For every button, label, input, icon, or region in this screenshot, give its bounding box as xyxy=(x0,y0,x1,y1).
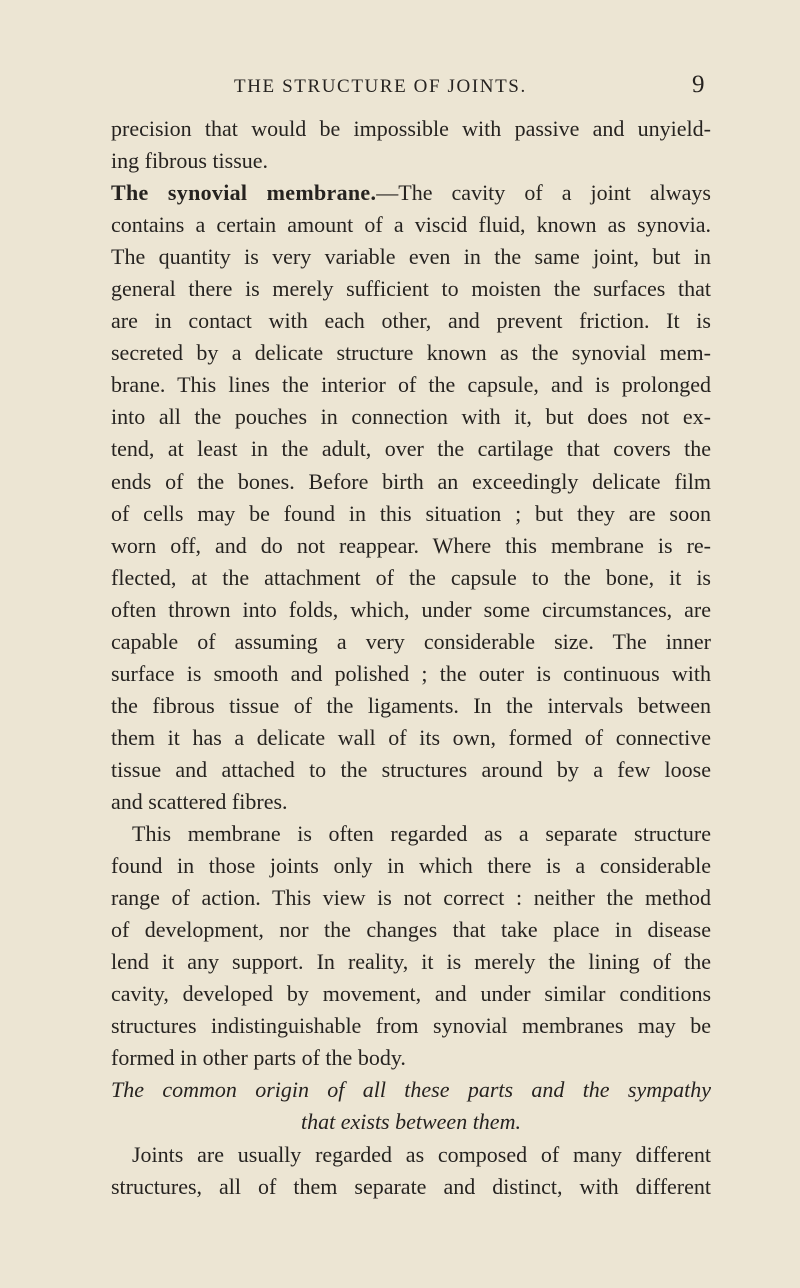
text-line: The quantity is very variable even in the same joint, but in xyxy=(111,244,711,270)
text-line: structures indistinguishable from synovial membranes may be xyxy=(111,1013,711,1039)
text-line: secreted by a delicate structure known as the synovial mem- xyxy=(111,340,711,366)
text-line: into all the pouches in connection with it, but does not ex- xyxy=(111,404,711,430)
italic-heading-line: The common origin of all these parts and the sympathy xyxy=(111,1077,711,1103)
text-line: ing fibrous tissue. xyxy=(111,148,269,174)
section-heading-line xyxy=(111,177,711,209)
text-line: capable of assuming a very considerable size. The inner xyxy=(111,628,711,654)
text-line: surface is smooth and polished ; the outer is continuous with xyxy=(111,660,711,686)
text-line: Joints are usually regarded as composed of many different xyxy=(132,1141,711,1167)
text-line: lend it any support. In reality, it is merely the lining of the xyxy=(111,949,711,975)
text-line: worn off, and do not reappear. Where this membrane is re- xyxy=(111,532,711,558)
text-line: formed in other parts of the body. xyxy=(111,1045,406,1071)
text-line: structures, all of them separate and distinct, with different xyxy=(111,1173,711,1199)
text-line: of cells may be found in this situation ; but they are soon xyxy=(111,500,711,526)
text-line: the fibrous tissue of the ligaments. In the intervals between xyxy=(111,692,711,718)
text-line: tissue and attached to the structures around by a few loose xyxy=(111,756,711,782)
text-line: cavity, developed by movement, and under similar conditions xyxy=(111,981,711,1007)
body-text xyxy=(111,113,711,1203)
running-head xyxy=(0,71,800,106)
text-line: flected, at the attachment of the capsule to the bone, it is xyxy=(111,564,711,590)
text-line: them it has a delicate wall of its own, formed of connective xyxy=(111,724,711,750)
text-line: found in those joints only in which there is a considerable xyxy=(111,853,711,879)
text-line: general there is merely sufficient to moisten the surfaces that xyxy=(111,276,711,302)
italic-heading-line: that exists between them. xyxy=(301,1109,521,1135)
text-line: ends of the bones. Before birth an exceedingly delicate film xyxy=(111,468,711,494)
text-line: contains a certain amount of a viscid fluid, known as synovia. xyxy=(111,212,711,238)
text-run: —The cavity of a joint always xyxy=(376,180,711,206)
page-number: 9 xyxy=(692,71,705,98)
text-line: often thrown into folds, which, under some circumstances, are xyxy=(111,596,711,622)
text-line: of development, nor the changes that take place in disease xyxy=(111,917,711,943)
text-line: range of action. This view is not correct : neither the method xyxy=(111,885,711,911)
text-line: are in contact with each other, and prevent friction. It is xyxy=(111,308,711,334)
section-heading: The synovial membrane. xyxy=(111,180,377,206)
running-title: THE STRUCTURE OF JOINTS. xyxy=(234,76,527,97)
text-line: This membrane is often regarded as a separate structure xyxy=(132,821,711,847)
text-line: tend, at least in the adult, over the cartilage that covers the xyxy=(111,436,711,462)
text-line: precision that would be impossible with passive and unyield- xyxy=(111,116,711,141)
text-line: and scattered fibres. xyxy=(111,788,288,814)
text-line: brane. This lines the interior of the capsule, and is prolonged xyxy=(111,372,711,398)
